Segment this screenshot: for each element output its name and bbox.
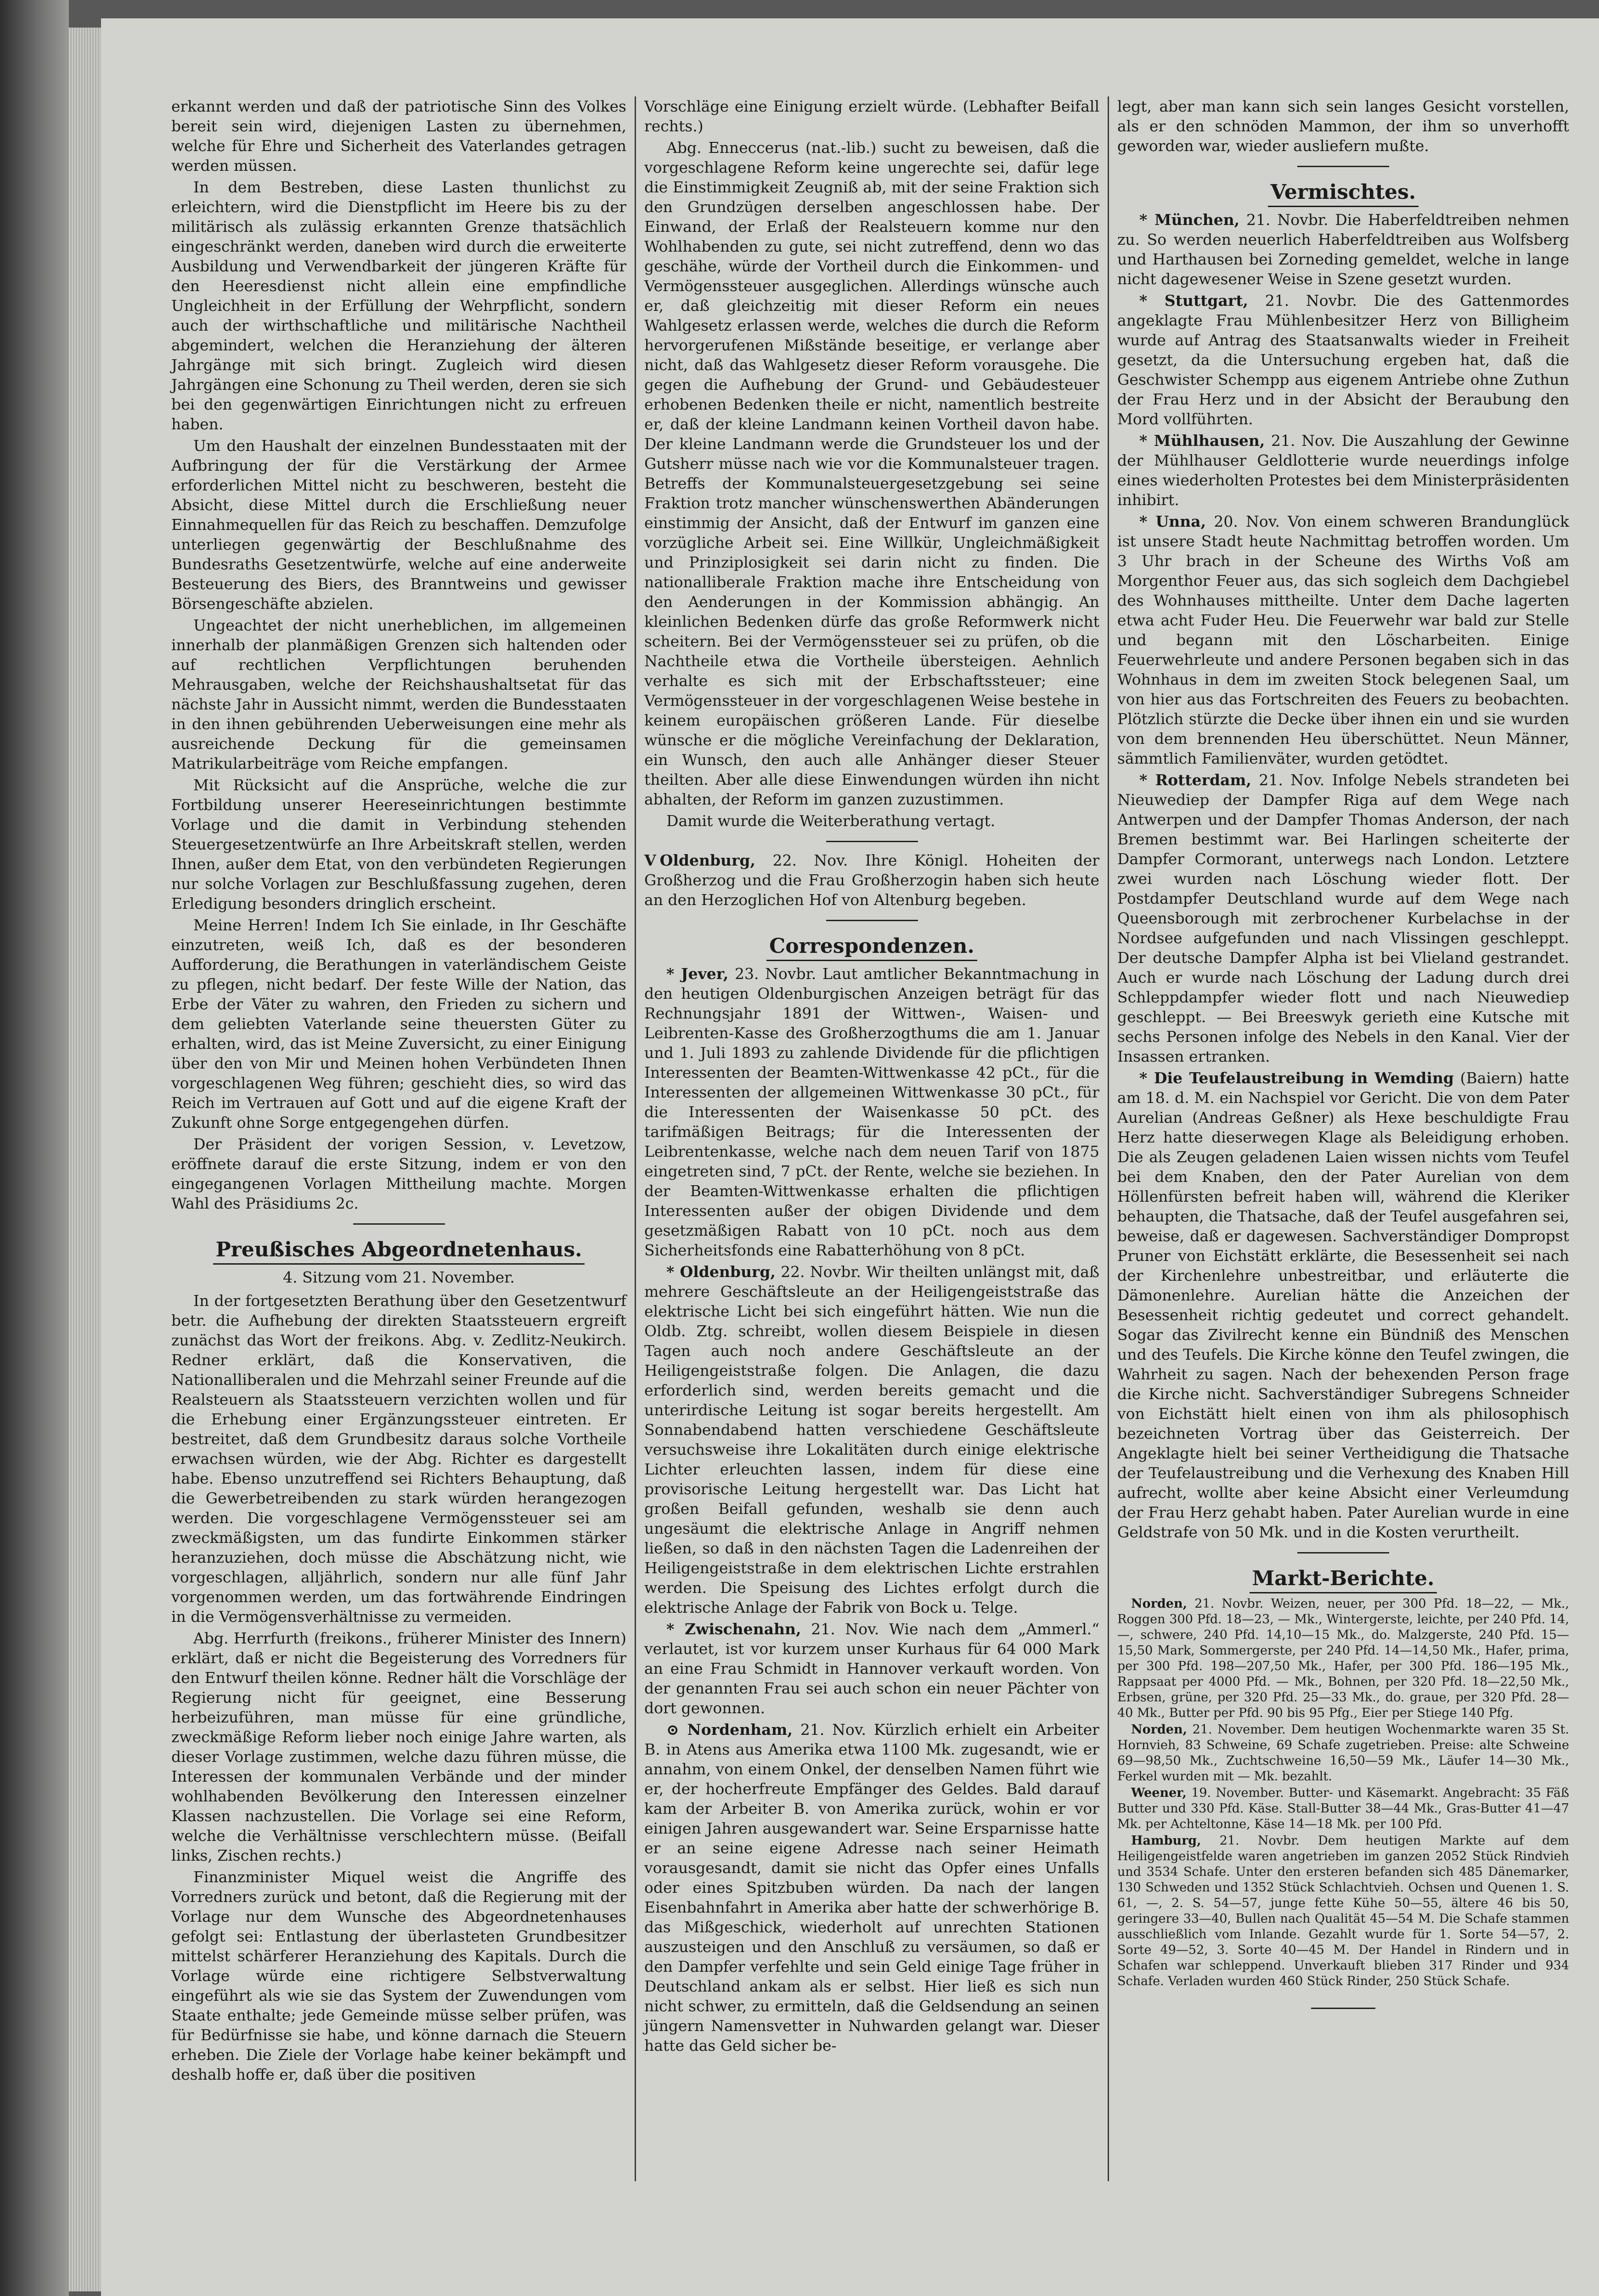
item-text: (Baiern) hatte am 18. d. M. ein Nachspiel vor Gericht. Die von dem Pater Aurelian (Andreas Geßner) als Hexe beschuldigte Frau Herz hatte dieserwegen Klage als Beleidigung erhoben. Die als Zeugen geladenen Laien wissen nichts vom Teufel bei dem Knaben, den der Pater Aurelian von dem Höllenfürsten befreit haben will, während die Kleriker behaupten, die Thatsache, daß der Teufel ausgefahren sei, beweise, daß er dagewesen. Sachverständiger Dompropst Pruner von Eichstätt erklärte, die Besessenheit sei nach der Kirchenlehre unbestreitbar, und erläuterte die Dämonenlehre. Aurelian hätte die Anzeichen der Besessenheit richtig gedeutet und correct gehandelt. Sogar das Zivilrecht kenne ein Bündniß des Menschen und des Teufels. Die Kirche könne den Teufel zwingen, die Wahrheit zu sagen. Nach der behexenden Person frage die Kirche nicht. Sachverständiger Subregens Schneider von Eichstätt hielt einen von ihm als philosophisch bezeichneten Vortrag über das Geisterreich. Der Angeklagte hielt bei seiner Vertheidigung die Thatsache der Teufelaustreibung und die Verhexung des Knaben Hill aufrecht, wollte aber keine Absicht einer Verleumdung der Frau Herz gehabt haben. Pater Aurelian wurde in eine Geldstrafe von 50 Mk. und in die Kosten verurtheilt. [1117, 1069, 1569, 1541]
paragraph: Finanzminister Miquel weist die Angriffe des Vorredners zurück und betont, daß die Regierung mit der Vorlage nur dem Wunsche des Abgeordnetenhauses gefolgt sei: Entlastung der überlasteten Grundbesitzer mittelst schärferer Heranziehung des Kapitals. Durch die Vorlage würde eine richtigere Selbstverwaltung eingeführt als wie sie das System der Zuwendungen vom Staate enthalte; jede Gemeinde müsse selber prüfen, was für Bedürfnisse sie habe, und könne darnach die Steuern erheben. Die Ziele der Vorlage habe keiner bekämpft und deshalb hoffe er, daß über die positiven [171, 1868, 626, 2083]
heading-text: Preußisches Abgeordnetenhaus. [213, 1237, 585, 1265]
item-text: 23. Novbr. Laut amtlicher Bekanntmachung in den heutigen Oldenburgischen Anzeigen beträgt für das Rechnungsjahr 1891 der Wittwen-, Waisen- und Leibrenten-Kasse des Großherzogthums die am 1. Januar und 1. Juli 1893 zu zahlende Dividende für die pflichtigen Interessenten der Beamten-Wittwenkasse 42 pCt., für die Interessenten der allgemeinen Wittwenkasse 30 pCt., für die Interessenten der Waisenkasse 50 pCt. des tarifmäßigen Beitrags; für die Interessenten der Leibrentenkasse, welche nach dem neuen Tarif von 1875 eingetreten sind, 7 pCt. der Rente, welche sie beziehen. In der Beamten-Wittwenkasse erhalten die pflichtigen Interessenten außer der obigen Dividende und dem gesetzmäßigen Rabatt von 10 pCt. noch aus dem Sicherheitsfonds eine Rabatterhöhung von 8 pCt. [644, 965, 1099, 1259]
market-item [1117, 1833, 1569, 1989]
section-divider [353, 1223, 445, 1225]
item-place: Oldenburg, [659, 851, 755, 869]
section-divider [1297, 166, 1389, 167]
item-place: ⊙ Nordenham, [666, 1721, 793, 1739]
section-divider [1297, 1552, 1389, 1553]
news-item [644, 1262, 1099, 1617]
heading-text: Vermischtes. [1268, 179, 1419, 207]
paragraph: Vorschläge eine Einigung erzielt würde. (Lebhafter Beifall rechts.) [644, 97, 1099, 135]
news-item [1117, 291, 1569, 429]
item-place: Norden, [1131, 1722, 1188, 1737]
item-text: 21. Novbr. Die des Gattenmordes angeklagte Frau Mühlenbesitzer Herz von Billigheim wurde auf Antrag des Staatsanwalts wieder in Freiheit gesetzt, da die Untersuchung ergeben hat, daß die Geschwister Schempp aus eigenem Antriebe ohne Zuthun der Frau Herz und in der Absicht der Beraubung den Mord vollführten. [1117, 292, 1569, 428]
end-divider [1311, 2008, 1375, 2009]
market-reports [1117, 1596, 1569, 1989]
market-item [1117, 1722, 1569, 1784]
heading-text: Correspondenzen. [766, 933, 977, 961]
book-spine [0, 0, 69, 2296]
section-divider [826, 920, 918, 921]
item-place: * Jever, [666, 965, 729, 983]
item-place: * Mühlhausen, [1139, 432, 1265, 450]
item-place: * Stuttgart, [1139, 292, 1249, 310]
section-heading [644, 933, 1099, 961]
news-item-oldenburg [644, 850, 1099, 910]
item-place: * München, [1139, 211, 1240, 229]
paragraph: In der fortgesetzten Berathung über den Gesetzentwurf betr. die Aufhebung der direkten Staatssteuern ergreift zunächst das Wort der freikons. Abg. v. Zedlitz-Neukirch. Redner erklärt, daß die Konservativen, die Nationalliberalen und die Mehrzahl seiner Freunde auf die Realsteuern als Staatssteuern verzichten wollen und für die Erhebung einer Ergänzungssteuer eintreten. Er bestreitet, daß dem Grundbesitz daraus solche Vortheile erwachsen würden, wie der Abg. Richter es dargestellt habe. Ebenso unzutreffend sei Richters Behauptung, daß die Gewerbetreibenden zu stark würden herangezogen werden. Die vorgeschlagene Vermögenssteuer sei am zweckmäßigsten, um das fundirte Einkommen stärker heranzuziehen, doch müsse die Abschätzung nicht, wie vorgeschlagen, alljährlich, sondern nur alle fünf Jahr vorgenommen werden, um das fortwährende Eindringen in die Vermögensverhältnisse zu vermeiden. [171, 1292, 626, 1626]
news-item [644, 1619, 1099, 1718]
item-place: * Rotterdam, [1139, 771, 1251, 789]
paragraph: Damit wurde die Weiterberathung vertagt. [666, 812, 996, 830]
news-item [1117, 210, 1569, 289]
section-divider [826, 841, 918, 842]
text-columns [163, 96, 1577, 2181]
item-text: 21. Nov. Die Auszahlung der Gewinne der Mühlhauser Geldlotterie wurde neuerdings infolge eines wiederholten Protestes bei dem Ministerpräsidenten inhibirt. [1117, 432, 1569, 509]
news-item [1117, 431, 1569, 510]
paragraph: Meine Herren! Indem Ich Sie einlade, in Ihr Geschäfte einzutreten, weiß Ich, daß es der besonderen Aufforderung, die Berathungen in vaterländischem Geiste zu pflegen, nicht bedarf. Der feste Wille der Nation, das Erbe der Väter zu wahren, den Frieden zu sichern und dem geliebten Vaterlande seine theuersten Güter zu erhalten, wird, das ist Meine Zuversicht, zu einer Einigung über den von Mir und Meinen hohen Verbündeten Ihnen vorgeschlagenen Weg führen; geschieht dies, so wird das Reich im Vertrauen auf Gott und auf die eigene Kraft der Zukunft ohne Sorge entgegengehen dürfen. [171, 916, 626, 1131]
item-text: 21. Novbr. Weizen, neuer, per 300 Pfd. 18—22, — Mk., Roggen 300 Pfd. 18—23, — Mk., Wintergerste, leichte, per 240 Pfd. 14, —, schwere, 240 Pfd. 14,10—15 Mk., do. Malzgerste, 240 Pfd. 15—15,50 Mark, Sommergerste, per 240 Pfd. 14—14,50 Mk., Hafer, prima, per 300 Pfd. 198—207,50 Mk., Hafer, per 300 Pfd. 186—195 Mk., Rappsaat per 4000 Pfd. — Mk., Bohnen, per 320 Pfd. 18—22,50 Mk., Erbsen, grüne, per 320 Pfd. 25—33 Mk., do. graue, per 320 Pfd. 28—40 Mk., Butter per Pfd. 90 bis 95 Pfg., Eier per Stiege 140 Pfg. [1117, 1597, 1569, 1720]
session-subhead: 4. Sitzung vom 21. November. [283, 1268, 515, 1286]
item-text: 21. Nov. Wie nach dem „Ammerl.“ verlautet, ist vor kurzem unser Kurhaus für 64 000 Mark an eine Frau Schmidt in Hannover verkauft worden. Von der genannten Frau sei auch schon ein neuer Pächter von dort gewonnen. [644, 1620, 1099, 1717]
item-text: 21. Nov. Infolge Nebels strandeten bei Nieuwediep der Dampfer Riga auf dem Wege nach Antwerpen und der Dampfer Thomas Anderson, der nach Bremen bestimmt war. Bei Harlingen scheiterte der Dampfer Cormorant, unterwegs nach London. Letztere zwei wurden nach Löschung wieder flott. Der Postdampfer Deutschland wurde auf dem Wege nach Queensborough mit zerbrochener Kurbelachse in der Nordsee aufgefunden und nach Vlissingen geschleppt. Der deutsche Dampfer Alpha ist bei Vlieland gestrandet. Auch er wurde nach Löschung der Ladung durch drei Schleppdampfer wieder flott und nach Nieuwediep geschleppt. — Bei Breeswyk gerieth eine Kutsche mit sechs Personen infolge des Nebels in den Kanal. Vier der Insassen ertranken. [1117, 771, 1570, 1065]
paragraph: erkannt werden und daß der patriotische Sinn des Volkes bereit sein wird, diejenigen Lasten zu übernehmen, welche für Ehre und Sicherheit des Vaterlandes getragen werden müssen. [171, 97, 626, 174]
item-place: Norden, [1131, 1597, 1188, 1611]
column-2 [636, 96, 1109, 2181]
news-item [1117, 770, 1569, 1066]
item-text: 21. Novbr. Dem heutigen Markte auf dem Heiligengeistfelde waren angetrieben im ganzen 2052 Stück Rindvieh und 3534 Schafe. Unter den ersteren befanden sich 485 Dänemarker, 130 Schweden und 1352 Stück Schlachtvieh. Ochsen und Quenen 1. S. 61, —, 2. S. 54—57, junge fette Kühe 50—55, ältere 46 bis 50, geringere 33—40, Bullen nach Qualität 45—54 M. Die Schafe stammen ausschließlich vom Inlande. Gezahlt wurde für 1. Sorte 54—57, 2. Sorte 49—52, 3. Sorte 40—45 M. Der Handel in Rindern und in Schafen war schleppend. Unverkauft blieben 317 Rinder und 934 Schafe. Verladen wurden 460 Stück Rinder, 250 Stück Schafe. [1117, 1834, 1569, 1988]
item-text: 19. November. Butter- und Käsemarkt. Angebracht: 35 Fäß Butter und 330 Pfd. Käse. Stall-Butter 38—44 Mk., Gras-Butter 41—47 Mk. per Achteltonne, Käse 14—18 Mk. per 100 Pfd. [1117, 1786, 1569, 1831]
paragraph: Ungeachtet der nicht unerheblichen, im allgemeinen innerhalb der planmäßigen Grenzen sich haltenden oder auf rechtlichen Verpflichtungen beruhenden Mehrausgaben, welche der Reichshaushaltsetat für das nächste Jahr in Aussicht nimmt, werden die Bundesstaaten in den ihnen gebührenden Ueberweisungen eine mehr als ausreichende Deckung für die gemeinsamen Matrikularbeiträge vom Reiche empfangen. [171, 616, 626, 772]
paragraph: Mit Rücksicht auf die Ansprüche, welche die zur Fortbildung unserer Heereseinrichtungen bestimmte Vorlage und die damit in Verbindung stehenden Steuergesetzentwürfe an Ihre Arbeitskraft stellen, werden Ihnen, außer dem Etat, von den verbündeten Regierungen nur solche Vorlagen zur Beschlußfassung zugehen, deren Erledigung besonders dringlich erscheint. [171, 776, 626, 912]
paragraph: Abg. Enneccerus (nat.-lib.) sucht zu beweisen, daß die vorgeschlagene Reform keine ungerechte sei, dafür lege die Einstimmigkeit Zeugniß ab, mit der seine Fraktion sich den Grundzügen derselben angeschlossen habe. Der Einwand, der Erlaß der Realsteuern komme nur den Wohlhabenden zu gute, sei nicht zutreffend, denn wo das geschähe, würde der Vortheil durch die Einkommen- und Vermögenssteuer ausgeglichen. Allerdings wünsche auch er, daß gleichzeitig mit dieser Reform ein neues Wahlgesetz erlassen werde, welches die durch die Reform hervorgerufenen Mißstände beseitige, er verlange aber nicht, daß das Wahlgesetz dieser Reform vorausgehe. Die gegen die Aufhebung der Grund- und Gebäudesteuer erhobenen Bedenken theile er nicht, namentlich bestreite er, daß der kleine Landmann keinen Vortheil davon habe. Der kleine Landmann werde die Grundsteuer los und der Gutsherr müsse nach wie vor die Kommunalsteuer tragen. Betreffs der Kommunalsteuergesetzgebung sei seine Fraktion trotz mancher wünschenswerthen Abänderungen einstimmig der Ansicht, daß der Entwurf im ganzen eine vorzügliche Arbeit sei. Eine Willkür, Ungleichmäßigkeit und Prinziplosigkeit sei darin nicht zu finden. Die nationalliberale Fraktion mache ihre Entscheidung von den Aenderungen in der Kommission abhängig. An kleinlichen Bedenken dürfe das große Reformwerk nicht scheitern. Bei der Vermögenssteuer sei zu prüfen, ob die Nachtheile etwa die Vortheile übersteigen. Aehnlich verhalte es sich mit der Erbschaftssteuer; eine Vermögenssteuer in der vorgeschlagenen Weise bestehe in keinem europäischen größeren Lande. Für dieselbe wünsche er die mögliche Vereinfachung der Deklaration, ein Wunsch, den auch alle Anhänger dieser Steuer theilten. Aber alle diese Einwendungen würden ihn nicht abhalten, der Reform im ganzen zuzustimmen. [644, 139, 1099, 808]
section-heading [1117, 179, 1569, 207]
handwritten-mark: V [644, 851, 656, 869]
paragraph: Um den Haushalt der einzelnen Bundesstaaten mit der Aufbringung der für die Verstärkung der Armee erforderlichen Mittel nicht zu beschweren, besteht die Absicht, diese Mittel durch die Erschließung neuer Einnahmequellen für das Reich zu beschaffen. Demzufolge unterliegen gegenwärtig der Beschlußnahme des Bundesraths Gesetzentwürfe, welche auf eine anderweite Besteuerung des Biers, des Branntweins und gewisser Börsengeschäfte abzielen. [171, 437, 626, 613]
item-text: 21. Novbr. Die Haberfeldtreiben nehmen zu. So werden neuerlich Haberfeldtreiben aus Wolfsberg und Harthausen bei Zorneding gemeldet, welche in lange nicht dagewesener Weise in Szene gesetzt wurden. [1117, 211, 1569, 288]
news-item [644, 964, 1099, 1260]
section-heading [171, 1237, 626, 1265]
heading-text: Markt-Berichte. [1250, 1565, 1437, 1593]
item-text: 20. Nov. Von einem schweren Brandunglück ist unsere Stadt heute Nachmittag betroffen worden. Um 3 Uhr brach in der Scheune des Wirths Voß am Morgenthor Feuer aus, das sich sogleich dem Dachgiebel des Wohnhauses mittheilte. Unter dem Dache lagerten etwa acht Fuder Heu. Die Feuerwehr war bald zur Stelle und begann mit den Löscharbeiten. Einige Feuerwehrleute und andere Personen begaben sich in das Wohnhaus in dem im zweiten Stock belegenen Saal, um von hier aus das Fortschreiten des Feuers zu beobachten. Plötzlich stürzte die Decke über ihnen ein und sie wurden von dem brennenden Heu überschüttet. Neun Männer, sämmtlich Familienväter, wurden getödtet. [1117, 512, 1569, 767]
item-place: Hamburg, [1131, 1834, 1201, 1848]
item-text: 22. Novbr. Wir theilten unlängst mit, daß mehrere Geschäftsleute an der Heiligengeiststraße das elektrische Licht bei sich eingeführt hätten. Wie nun die Oldb. Ztg. schreibt, wollen diesem Beispiele in diesen Tagen auch noch andere Geschäftsleute an der Heiligengeiststraße folgen. Die Anlagen, die dazu erforderlich sind, werden bereits gemacht und die unterirdische Leitung ist sogar bereits hergestellt. Am Sonnabendabend hatten verschiedene Geschäftsleute versuchsweise ihre Lokalitäten durch einige elektrische Lichter erleuchten lassen, indem für diese eine provisorische Leitung hergestellt war. Das Licht hat großen Beifall gefunden, weshalb sie denn auch ungesäumt die elektrische Anlage in Angriff nehmen ließen, so daß in den nächsten Tagen die Ladenreihen der Heiligengeiststraße in dem elektrischen Lichte erstrahlen werden. Die Speisung des Lichtes erfolgt durch die elektrische Anlage der Fabrik von Bock u. Telge. [644, 1263, 1099, 1616]
item-place: * Die Teufelaustreibung in Wemding [1139, 1069, 1454, 1087]
market-heading [1117, 1565, 1569, 1593]
item-place: Weener, [1131, 1786, 1187, 1800]
market-item [1117, 1596, 1569, 1721]
item-text: 22. Nov. Ihre Königl. Hoheiten der Großherzog und die Frau Großherzogin haben sich heute an den Herzoglichen Hof von Altenburg begeben. [644, 851, 1099, 909]
newspaper-page [101, 18, 1599, 2296]
item-place: * Oldenburg, [666, 1263, 776, 1281]
paragraph: In dem Bestreben, diese Lasten thunlichst zu erleichtern, wird die Dienstpflicht im Heere bis zu der militärisch als zulässig erkannten Grenze thatsächlich eingeschränkt werden, daneben wird durch die erweiterte Ausbildung und Verwendbarkeit der jüngeren Kräfte für den Heeresdienst nicht allein eine empfindliche Ungleichheit in der Erfüllung der Wehrpflicht, sondern auch der wirthschaftliche und militärische Nachtheil abgemindert, welchen die Heranziehung der älteren Jahrgänge mit sich bringt. Zugleich wird diesen Jahrgängen eine Schonung zu Theil werden, deren sie sich bei den gegenwärtigen Einrichtungen nicht zu erfreuen haben. [171, 178, 626, 433]
column-1 [163, 96, 636, 2181]
page-edges [69, 28, 101, 2291]
market-item [1117, 1785, 1569, 1832]
item-text: 21. Nov. Kürzlich erhielt ein Arbeiter B. in Atens aus Amerika etwa 1100 Mk. zugesandt, wie er annahm, von einem Onkel, der denselben Namen führt wie er, der hocherfreute Empfänger des Geldes. Bald darauf kam der Arbeiter B. von Amerika zurück, wohin er vor einigen Jahren ausgewandert war. Seine Ersparnisse hatte er an seine eigene Adresse nach seiner Heimath vorausgesandt, damit sie nicht das Opfer eines Unfalls oder eines Spitzbuben würden. Da nach der langen Eisenbahnfahrt in Amerika aber hatte der schwerhörige B. das Mißgeschick, wiederholt auf unrechten Stationen auszusteigen und den Anschluß zu versäumen, so daß er den Dampfer verfehlte und sein Geld einige Tage früher in Deutschland ankam als er selbst. Hier ließ es sich nun nicht schwer, zu ermitteln, daß die Geldsendung an seinen jüngern Namensvetter in Nuhwarden gelangt war. Dieser hatte das Geld sicher be- [644, 1721, 1100, 2054]
paragraph: Abg. Herrfurth (freikons., früherer Minister des Innern) erklärt, daß er nicht die Begeisterung des Vorredners für den Entwurf theilen könne. Redner hält die Vorschläge der Regierung nicht für geeignet, eine Besserung herbeizuführen, man müsse für eine gründliche, zweckmäßige Reform lieber noch einige Jahre warten, als dieser Vorlage zustimmen, welche dazu führen müsse, die Interessen der kommunalen Verbände und der minder wohlhabenden Bevölkerung den Interessen einzelner Klassen nachzustellen. Die Vorlage sei eine Reform, welche die Verhältnisse verschlechtern müsse. (Beifall links, Zischen rechts.) [171, 1629, 626, 1864]
news-item [644, 1720, 1099, 2055]
item-place: * Zwischenahn, [666, 1620, 801, 1638]
item-text: 21. November. Dem heutigen Wochenmarkte waren 35 St. Hornvieh, 83 Schweine, 69 Schafe zugetrieben. Preise: alte Schweine 69—98,50 Mk., Zuchtschweine 16,50—59 Mk., Läufer 14—30 Mk., Ferkel wurden mit — Mk. bezahlt. [1117, 1722, 1569, 1784]
news-item [1117, 512, 1569, 768]
news-item [1117, 1068, 1569, 1542]
paragraph: legt, aber man kann sich sein langes Gesicht vorstellen, als er den schnöden Mammon, der ihm so unverhofft geworden war, wieder ausliefern mußte. [1117, 97, 1569, 155]
item-place: * Unna, [1139, 512, 1206, 530]
column-3 [1109, 96, 1577, 2181]
paragraph: Der Präsident der vorigen Session, v. Levetzow, eröffnete darauf die erste Sitzung, indem er von den eingegangenen Vorlagen Mittheilung machte. Morgen Wahl des Präsidiums 2c. [171, 1135, 626, 1212]
